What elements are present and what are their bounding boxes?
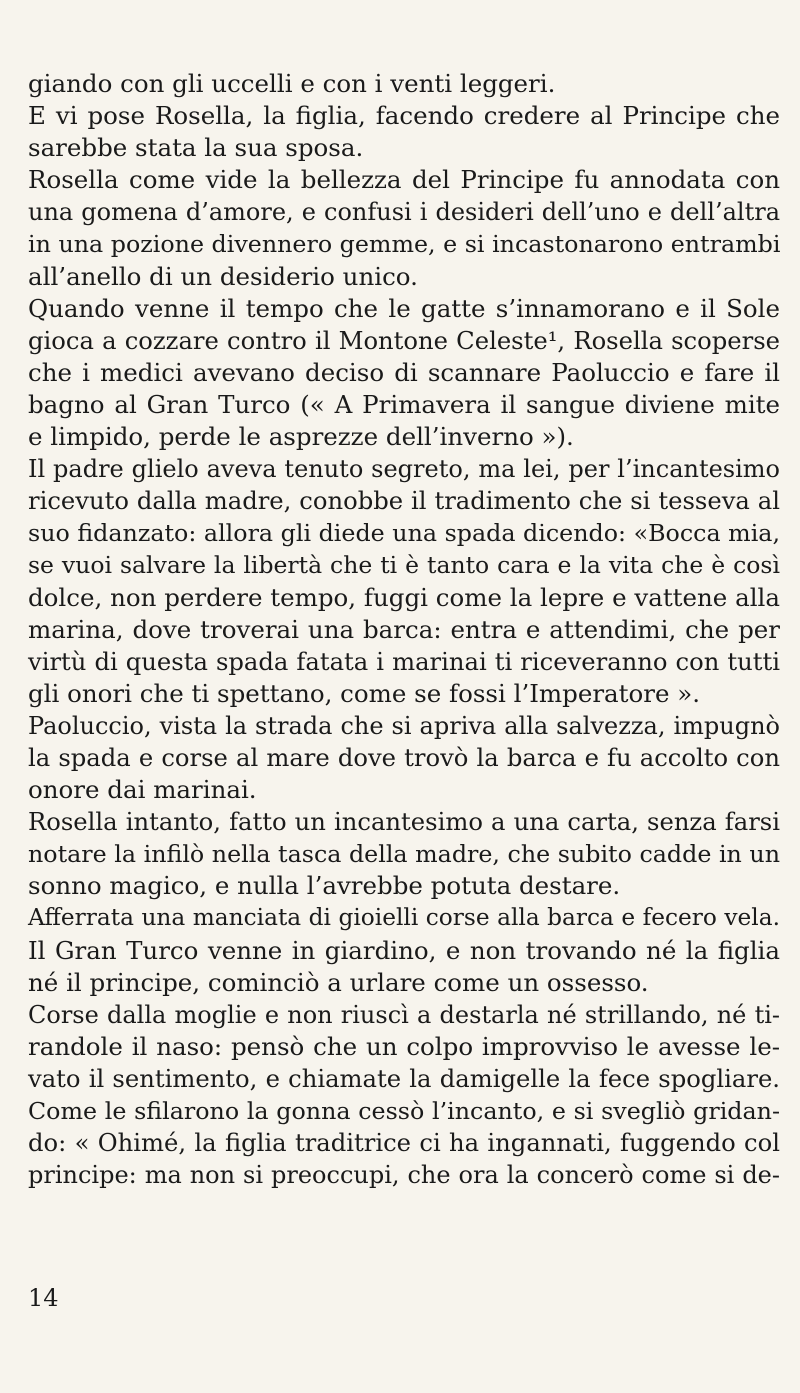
text-line: marina, dove troverai una barca: entra e attendimi, che per	[28, 614, 780, 644]
text-line: sarebbe stata la sua sposa.	[28, 133, 364, 163]
text-line: gioca a cozzare contro il Montone Celeste¹, Rosella scoperse	[28, 325, 780, 355]
text-line: Afferrata una manciata di gioielli corse alla barca e fecero vela.	[28, 904, 780, 932]
text-line: E vi pose Rosella, la figlia, facendo credere al Principe che	[28, 101, 780, 131]
text-line: notare la infilò nella tasca della madre, che subito cadde in un	[28, 840, 780, 869]
text-line: Corse dalla moglie e non riuscì a destarla né strillando, né ti-	[28, 1000, 780, 1029]
text-line: do: « Ohimé, la figlia traditrice ci ha ingannati, fuggendo col	[28, 1128, 780, 1158]
text-line: Quando venne il tempo che le gatte s’innamorano e il Sole	[28, 293, 780, 323]
body-text	[28, 68, 780, 1191]
page-number: 14	[28, 1284, 59, 1312]
text-line: onore dai marinai.	[28, 775, 257, 805]
text-line: all’anello di un desiderio unico.	[28, 261, 418, 291]
text-line: una gomena d’amore, e confusi i desideri dell’uno e dell’altra	[28, 198, 780, 227]
text-line: Paoluccio, vista la strada che si apriva alla salvezza, impugnò	[28, 711, 780, 740]
text-line: vato il sentimento, e chiamate la damigelle la fece spogliare.	[28, 1063, 780, 1093]
text-line: Il Gran Turco venne in giardino, e non trovando né la figlia	[28, 935, 780, 965]
text-line: giando con gli uccelli e con i venti leggeri.	[28, 69, 556, 98]
text-line: ricevuto dalla madre, conobbe il tradimento che si tesseva al	[28, 486, 780, 516]
text-line: suo fidanzato: allora gli diede una spada dicendo: «Bocca mia,	[28, 519, 780, 548]
text-line: sonno magico, e nulla l’avrebbe potuta destare.	[28, 871, 621, 901]
text-line: bagno al Gran Turco (« A Primavera il sangue diviene mite	[28, 389, 780, 419]
text-line: che i medici avevano deciso di scannare Paoluccio e fare il	[28, 357, 780, 387]
text-line: Rosella intanto, fatto un incantesimo a una carta, senza farsi	[28, 807, 780, 837]
text-line: gli onori che ti spettano, come se fossi l’Imperatore ».	[28, 678, 701, 708]
text-line: virtù di questa spada fatata i marinai ti riceveranno con tutti	[28, 646, 780, 676]
text-line: Come le sfilarono la gonna cessò l’incanto, e si svegliò gridan-	[28, 1097, 780, 1125]
text-line: la spada e corse al mare dove trovò la barca e fu accolto con	[28, 742, 780, 772]
text-line: in una pozione divennero gemme, e si incastonarono entrambi	[28, 230, 781, 259]
text-line: principe: ma non si preoccupi, che ora la concerò come si de-	[28, 1161, 780, 1190]
text-line: Il padre glielo aveva tenuto segreto, ma lei, per l’incantesimo	[28, 455, 780, 484]
text-line: randole il naso: pensò che un colpo improvviso le avesse le-	[28, 1031, 780, 1061]
text-line: né il principe, cominciò a urlare come un ossesso.	[28, 967, 649, 997]
text-line: e limpido, perde le asprezze dell’inverno »).	[28, 422, 574, 452]
text-line: se vuoi salvare la libertà che ti è tanto cara e la vita che è così	[28, 551, 780, 580]
text-line: Rosella come vide la bellezza del Principe fu annodata con	[28, 165, 780, 195]
text-line: dolce, non perdere tempo, fuggi come la lepre e vattene alla	[28, 582, 780, 612]
